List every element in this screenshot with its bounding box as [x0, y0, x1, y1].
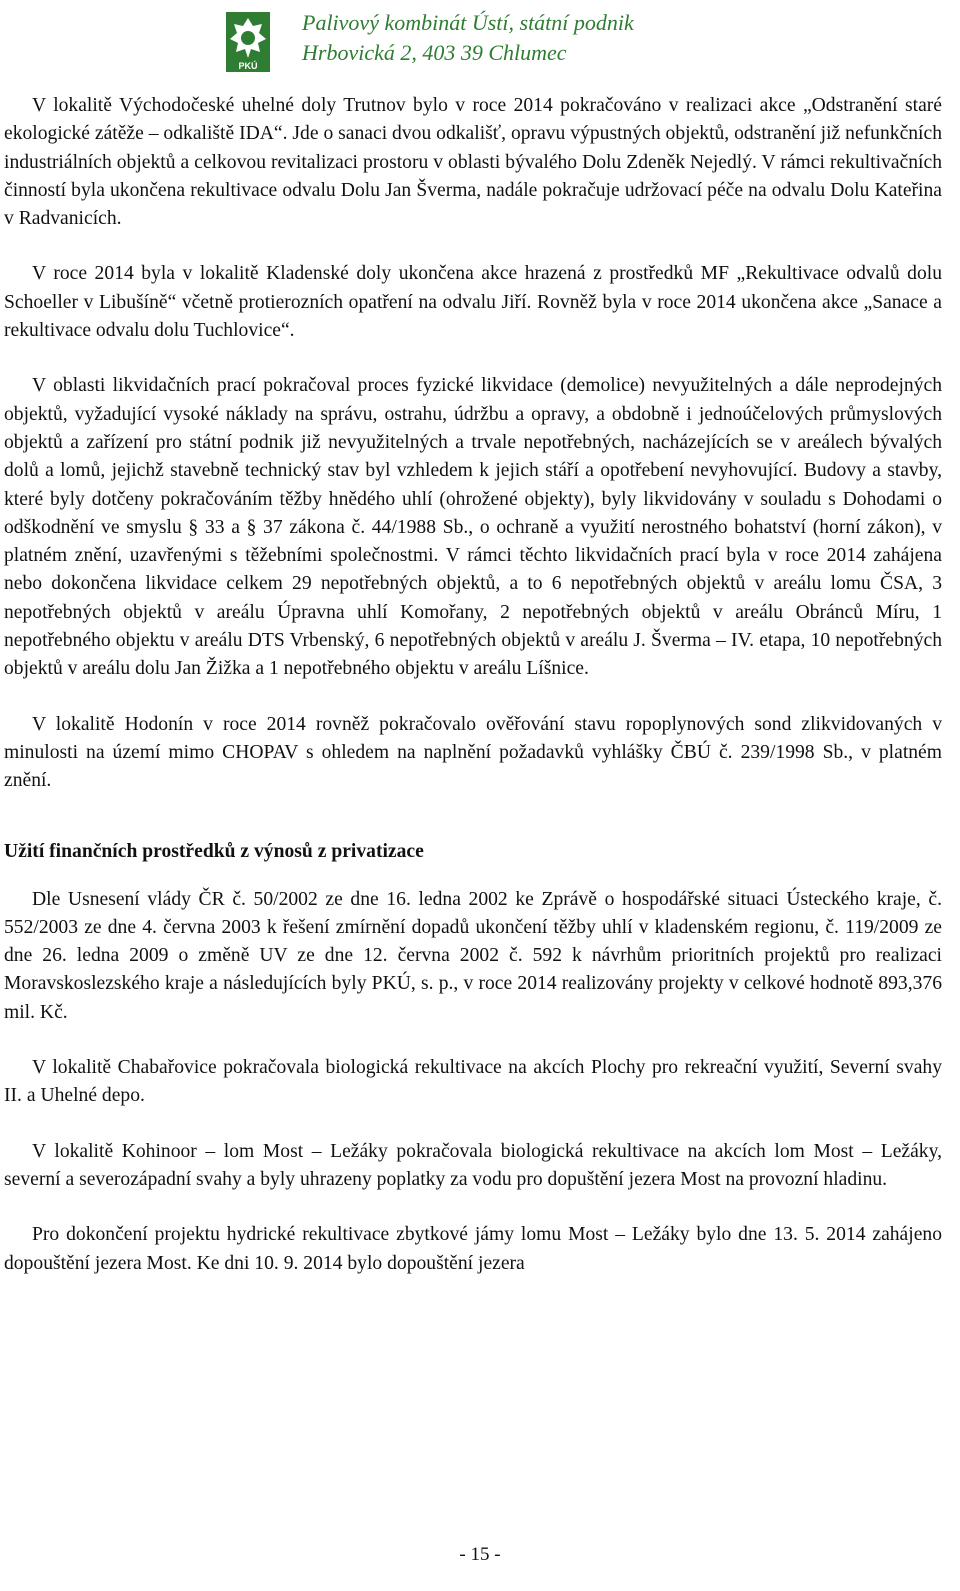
company-logo — [226, 12, 270, 72]
logo-text: PKÚ — [238, 61, 258, 71]
paragraph: V lokalitě Kohinoor – lom Most – Ležáky pokračovala biologická rekultivace na akcích lom Most – Ležáky, severní a severozápadní svahy a byly uhrazeny poplatky za vodu pro dopuštění jezera Most na provozní hladinu. — [4, 1140, 942, 1190]
page-number: - 15 - — [459, 1544, 501, 1565]
document-body — [4, 92, 942, 1305]
section-heading: Užití finančních prostředků z výnosů z privatizace — [4, 840, 424, 862]
paragraph: V oblasti likvidačních prací pokračoval proces fyzické likvidace (demolice) nevyužitelných a dále neprodejných objektů, vyžadující vysoké náklady na správu, ostrahu, údržbu a opravy, a obdobně i jednoúčelových průmyslových objektů a zařízení pro státní podnik již nevyužitelných a trvale nepotřebných, nacházejících se v areálech bývalých dolů a lomů, jejichž stavebně technický stav byl vzhledem k jejich stáří a opotřebení nevyhovující. Budovy a stavby, které byly dotčeny pokračováním těžby hnědého uhlí (ohrožené objekty), byly likvidovány v souladu s Dohodami o odškodnění ve smyslu § 33 a § 37 zákona č. 44/1988 Sb., o ochraně a využití nerostného bohatství (horní zákon), v platném znění, uzavřenými s těžebními společnostmi. V rámci těchto likvidačních prací byla v roce 2014 zahájena nebo dokončena likvidace celkem 29 nepotřebných objektů, a to 6 nepotřebných objektů v areálu lomu ČSA, 3 nepotřebných objektů v areálu Úpravna uhlí Komořany, 2 nepotřebných objektů v areálu Obránců Míru, 1 nepotřebného objektu v areálu DTS Vrbenský, 6 nepotřebných objektů v areálu J. Šverma – IV. etapa, 10 nepotřebných objektů v areálu dolu Jan Žižka a 1 nepotřebného objektu v areálu Líšnice. — [4, 375, 942, 680]
paragraph: Pro dokončení projektu hydrické rekultivace zbytkové jámy lomu Most – Ležáky bylo dne 13. 5. 2014 zahájeno dopouštění jezera Most. Ke dni 10. 9. 2014 bylo dopouštění jezera — [4, 1224, 942, 1274]
page-header — [0, 0, 960, 80]
header-text — [302, 8, 634, 68]
paragraph: V lokalitě Hodonín v roce 2014 rovněž pokračovalo ověřování stavu ropoplynových sond zlikvidovaných v minulosti na území mimo CHOPAV s ohledem na naplnění požadavků vyhlášky ČBÚ č. 239/1998 Sb., v platném znění. — [4, 713, 942, 792]
paragraph: V lokalitě Chabařovice pokračovala biologická rekultivace na akcích Plochy pro rekreační využití, Severní svahy II. a Uhelné depo. — [4, 1057, 942, 1107]
company-name: Palivový kombinát Ústí, státní podnik — [302, 10, 634, 35]
paragraph: V lokalitě Východočeské uhelné doly Trutnov bylo v roce 2014 pokračováno v realizaci akce „Odstranění staré ekologické zátěže – odkaliště IDA“. Jde o sanaci dvou odkališť, opravu výpustných objektů, odstranění již nefunkčních industriálních objektů a celkovou revitalizaci prostoru v oblasti bývalého Dolu Zdeněk Nejedlý. V rámci rekultivačních činností byla ukončena rekultivace odvalu Dolu Jan Šverma, nadále pokračuje udržovací péče na odvalu Dolu Kateřina v Radvanicích. — [4, 95, 942, 230]
company-address: Hrbovická 2, 403 39 Chlumec — [302, 40, 567, 65]
paragraph: Dle Usnesení vlády ČR č. 50/2002 ze dne 16. ledna 2002 ke Zprávě o hospodářské situaci Ústeckého kraje, č. 552/2003 ze dne 4. června 2003 k řešení zmírnění dopadů ukončení těžby uhlí v kladenském regionu, č. 119/2009 ze dne 26. ledna 2009 o změně UV ze dne 12. června 2002 č. 592 k návrhům prioritních projektů pro realizaci Moravskoslezského kraje a následujících byly PKÚ, s. p., v roce 2014 realizovány projekty v celkové hodnotě 893,376 mil. Kč. — [4, 888, 942, 1023]
paragraph: V roce 2014 byla v lokalitě Kladenské doly ukončena akce hrazená z prostředků MF „Rekultivace odvalů dolu Schoeller v Libušíně“ včetně protierozních opatření na odvalu Jiří. Rovněž byla v roce 2014 ukončena akce „Sanace a rekultivace odvalu dolu Tuchlovice“. — [4, 263, 942, 342]
